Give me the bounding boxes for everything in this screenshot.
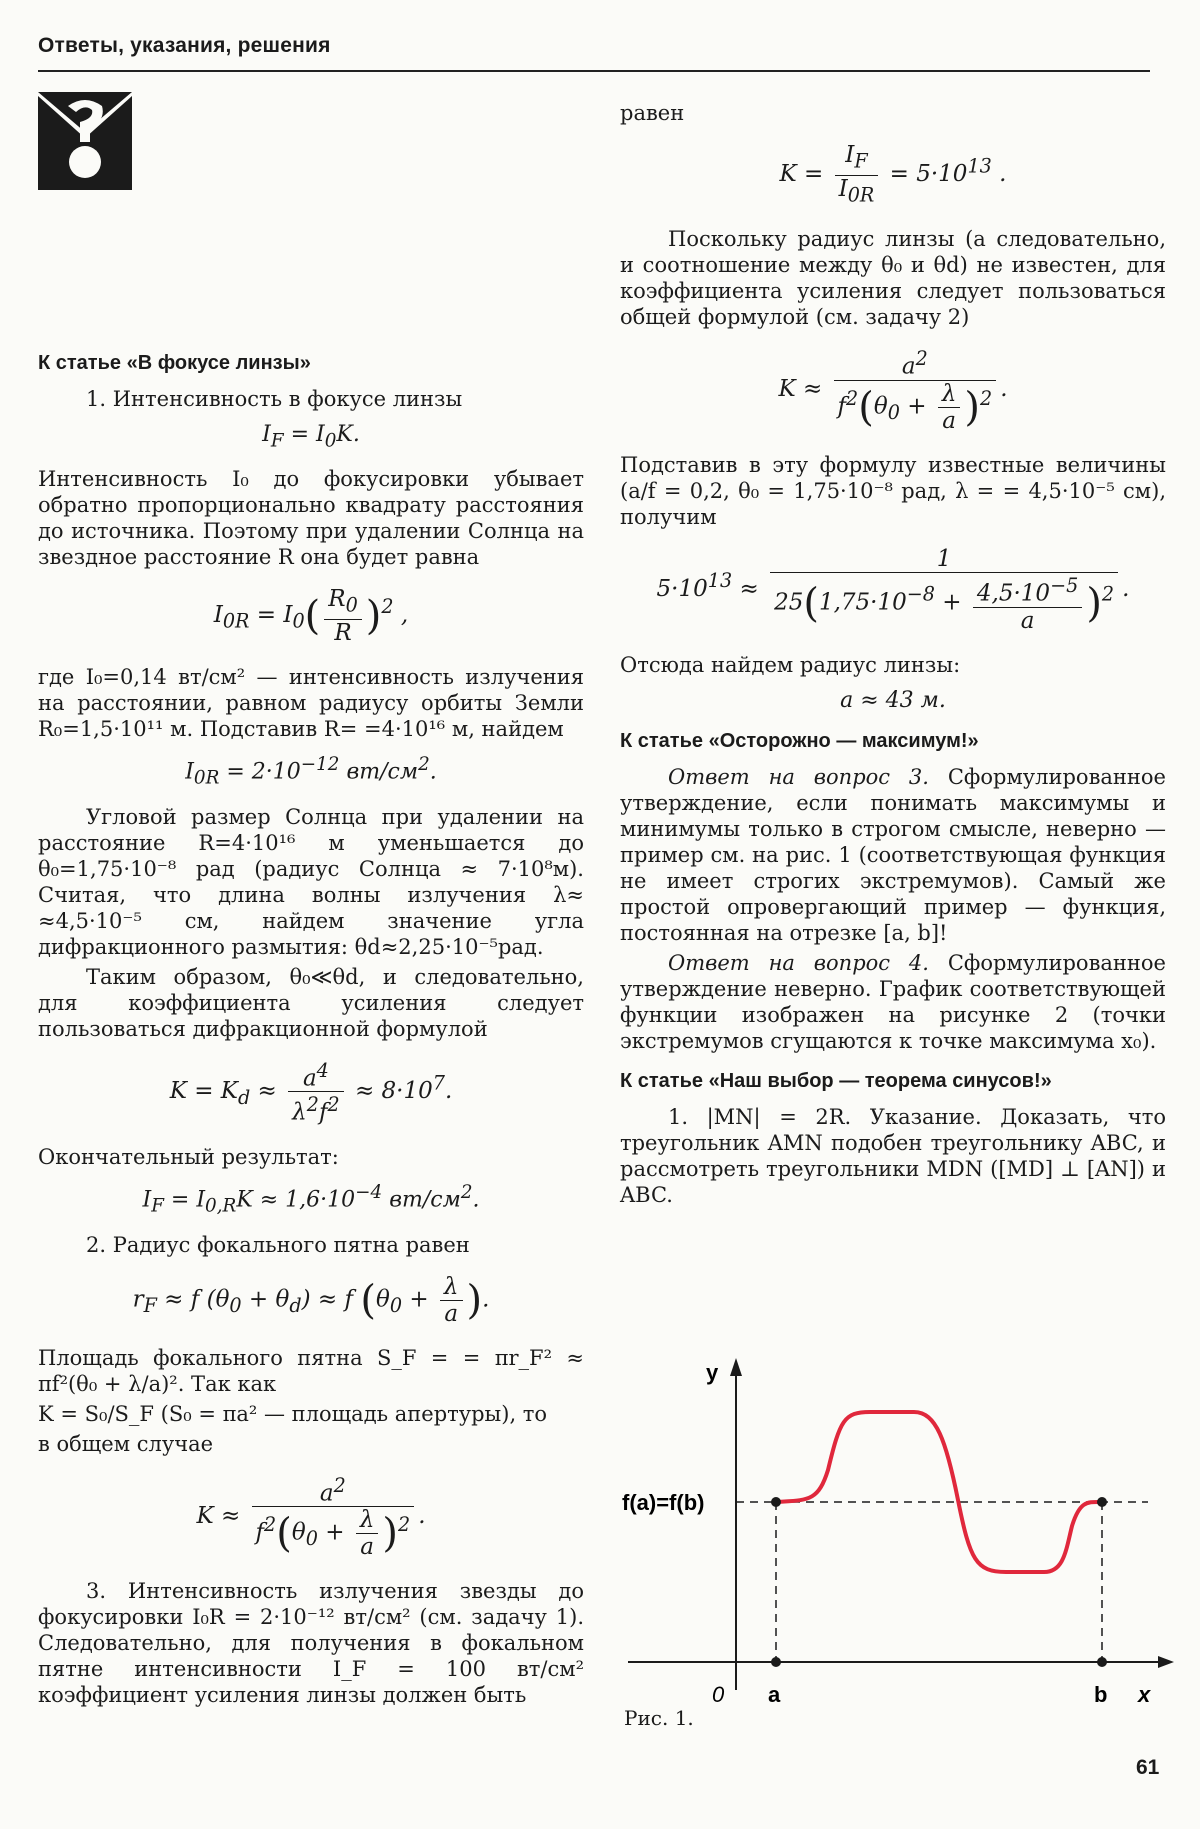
right-column (620, 100, 1166, 1212)
formula-result: $I_F = I_{0,R}K \approx 1,6\cdot 10^{-4}$ $вт/см^2$. (142, 1182, 480, 1217)
left-paragraph-9: K = S₀/S_F (S₀ = πa² — площадь апертуры), то (38, 1401, 548, 1426)
answer-q4-label: Ответ на вопрос 4. (668, 950, 929, 975)
answer-q3-text: Сформулированное утверждение, если понимать максимумы и минимумы только в строгом смысле, неверно — пример см. на рис. 1 (соответствующая функция не имеет строгих экстремумов). Самый же простой опровергающий пример — функция, постоянная на отрезке [a, b]! (620, 764, 1166, 945)
y-axis-arrow (730, 1358, 742, 1376)
left-paragraph-7: 2. Радиус фокального пятна равен (86, 1232, 470, 1257)
heading-sines: К статье «Наш выбор — теорема синусов!» (620, 1069, 1052, 1092)
heading-lens: К статье «В фокусе линзы» (38, 352, 311, 374)
point-fb (1097, 1497, 1107, 1507)
header-rule (38, 70, 1150, 72)
left-paragraph-8: Площадь фокального пятна S_F = = πr_F² ≈ πf²(θ₀ + λ/a)². Так как (38, 1345, 584, 1396)
page-number: 61 (1136, 1756, 1160, 1779)
a-label: a (768, 1682, 781, 1707)
formula-K-general: K ≈ $a^2$ $f^2(\theta_0$ + $\frac{\lambda}{a}$ )$^2$ . (196, 1473, 426, 1561)
left-paragraph-5: Таким образом, θ₀≪θd, и следовательно, для коэффициента усиления следует пользоваться дифракционной формулой (38, 964, 584, 1041)
left-column (38, 100, 584, 1712)
right-paragraph-4: Отсюда найдем радиус линзы: (620, 652, 961, 677)
x-axis-label: x (1138, 1682, 1151, 1707)
function-curve (776, 1412, 1102, 1572)
left-paragraph-1: 1. Интенсивность в фокусе линзы (86, 387, 463, 411)
point-a (771, 1657, 781, 1667)
left-paragraph-10: в общем случае (38, 1431, 214, 1456)
b-label: b (1094, 1682, 1108, 1707)
answer-q4 (620, 950, 1166, 1054)
formula-K-general-right: K ≈ $a^2$ $f^2(\theta_0$ + $\frac{\lambda}{a}$ )$^2$ . (778, 347, 1008, 434)
right-paragraph-1: равен (620, 101, 685, 125)
left-paragraph-4: Угловой размер Солнца при удалении на расстояние R=4·10¹⁶ м уменьшается до θ₀=1,75·10⁻⁸ рад (радиус Солнца ≈ 7·10⁸м). Считая, что длина волны излучения λ≈ ≈4,5·10⁻⁵ см, найдем значение угла дифракционного размытия: θd≈2,25·10⁻⁵рад. (38, 804, 584, 959)
formula-IF: $I_F = I_0K$. (262, 422, 360, 452)
left-paragraph-6: Окончательный результат: (38, 1145, 339, 1170)
right-paragraph-3: Подставив в эту формулу известные величины (a/f = 0,2, θ₀ = 1,75·10⁻⁸ рад, λ = = 4,5·10⁻⁵ см), получим (620, 452, 1166, 529)
x-axis-arrow (1158, 1656, 1174, 1668)
formula-rF: $r_F \approx f$ $(\theta_0 + \theta_d) \approx f$ ($\theta_0$ + $\frac{\lambda}{a}$ ). (132, 1273, 490, 1327)
formula-radius: a ≈ 43 м. (840, 687, 946, 713)
formula-substitution: $5\cdot 10^{13}$ ≈ 1 $25(1,75\cdot 10^{-8}$ + $\frac{4,5\cdot 10^{-5}}{a}$ )$^2$ . (656, 545, 1130, 634)
level-label: f(a)=f(b) (622, 1490, 705, 1515)
answer-q4-text: Сформулированное утверждение неверно. График соответствующей функции изображен на рисунке 2 (точки экстремумов сгущаются к точке максимума x₀). (620, 950, 1166, 1053)
figure-1 (618, 1350, 1178, 1730)
formula-I0R-value: $I_{0R} = 2\cdot 10^{-12}$ $вт/см^2$. (185, 753, 437, 789)
left-paragraph-2: Интенсивность I₀ до фокусировки убывает обратно пропорционально квадрату расстояния до источника. Поэтому при удалении Солнца на звездное расстояние R она будет равна (38, 467, 584, 570)
point-fa (771, 1497, 781, 1507)
right-paragraph-2: Поскольку радиус линзы (а следовательно, и соотношение между θ₀ и θd) не известен, для коэффициента усиления следует пользоваться общей формулой (см. задачу 2) (620, 227, 1166, 330)
origin-label: 0 (712, 1682, 725, 1707)
answer-q3 (620, 764, 1166, 946)
right-paragraph-5: 1. |MN| = 2R. Указание. Доказать, что треугольник AMN подобен треугольнику ABC, и рассмотреть треугольники MDN ([MD] ⊥ [AN]) и ABC. (620, 1104, 1166, 1207)
answer-q3-label: Ответ на вопрос 3. (668, 764, 929, 789)
page-header: Ответы, указания, решения (38, 34, 331, 57)
figure-caption: Рис. 1. (624, 1706, 694, 1730)
left-paragraph-3: где I₀=0,14 вт/см² — интенсивность излучения на расстоянии, равном радиусу орбиты Земли R₀=1,5·10¹¹ м. Подставив R= =4·10¹⁶ м, найдем (38, 664, 584, 741)
formula-K-diffraction: $K = K_d$ ≈ $\frac{a^4}{\lambda^2f^2}$ ≈ $8\cdot 10^7$. (169, 1058, 453, 1127)
heading-maximum: К статье «Осторожно — максимум!» (620, 729, 979, 752)
y-axis-label: y (706, 1360, 719, 1385)
point-b (1097, 1657, 1107, 1667)
formula-I0R: $I_{0R} = I_0$( $\frac{R_0}{R}$ )$^2$ , (213, 586, 409, 646)
formula-K-ratio: K = $\frac{I_F}{I_{0R}}$ = $5\cdot 10^{13}$ . (779, 142, 1007, 207)
left-paragraph-11: 3. Интенсивность излучения звезды до фокусировки I₀R = 2·10⁻¹² вт/см² (см. задачу 1). Следовательно, для получения в фокальном пятне интенсивности I_F = 100 вт/см² коэффициент усиления линзы должен быть (38, 1579, 584, 1708)
